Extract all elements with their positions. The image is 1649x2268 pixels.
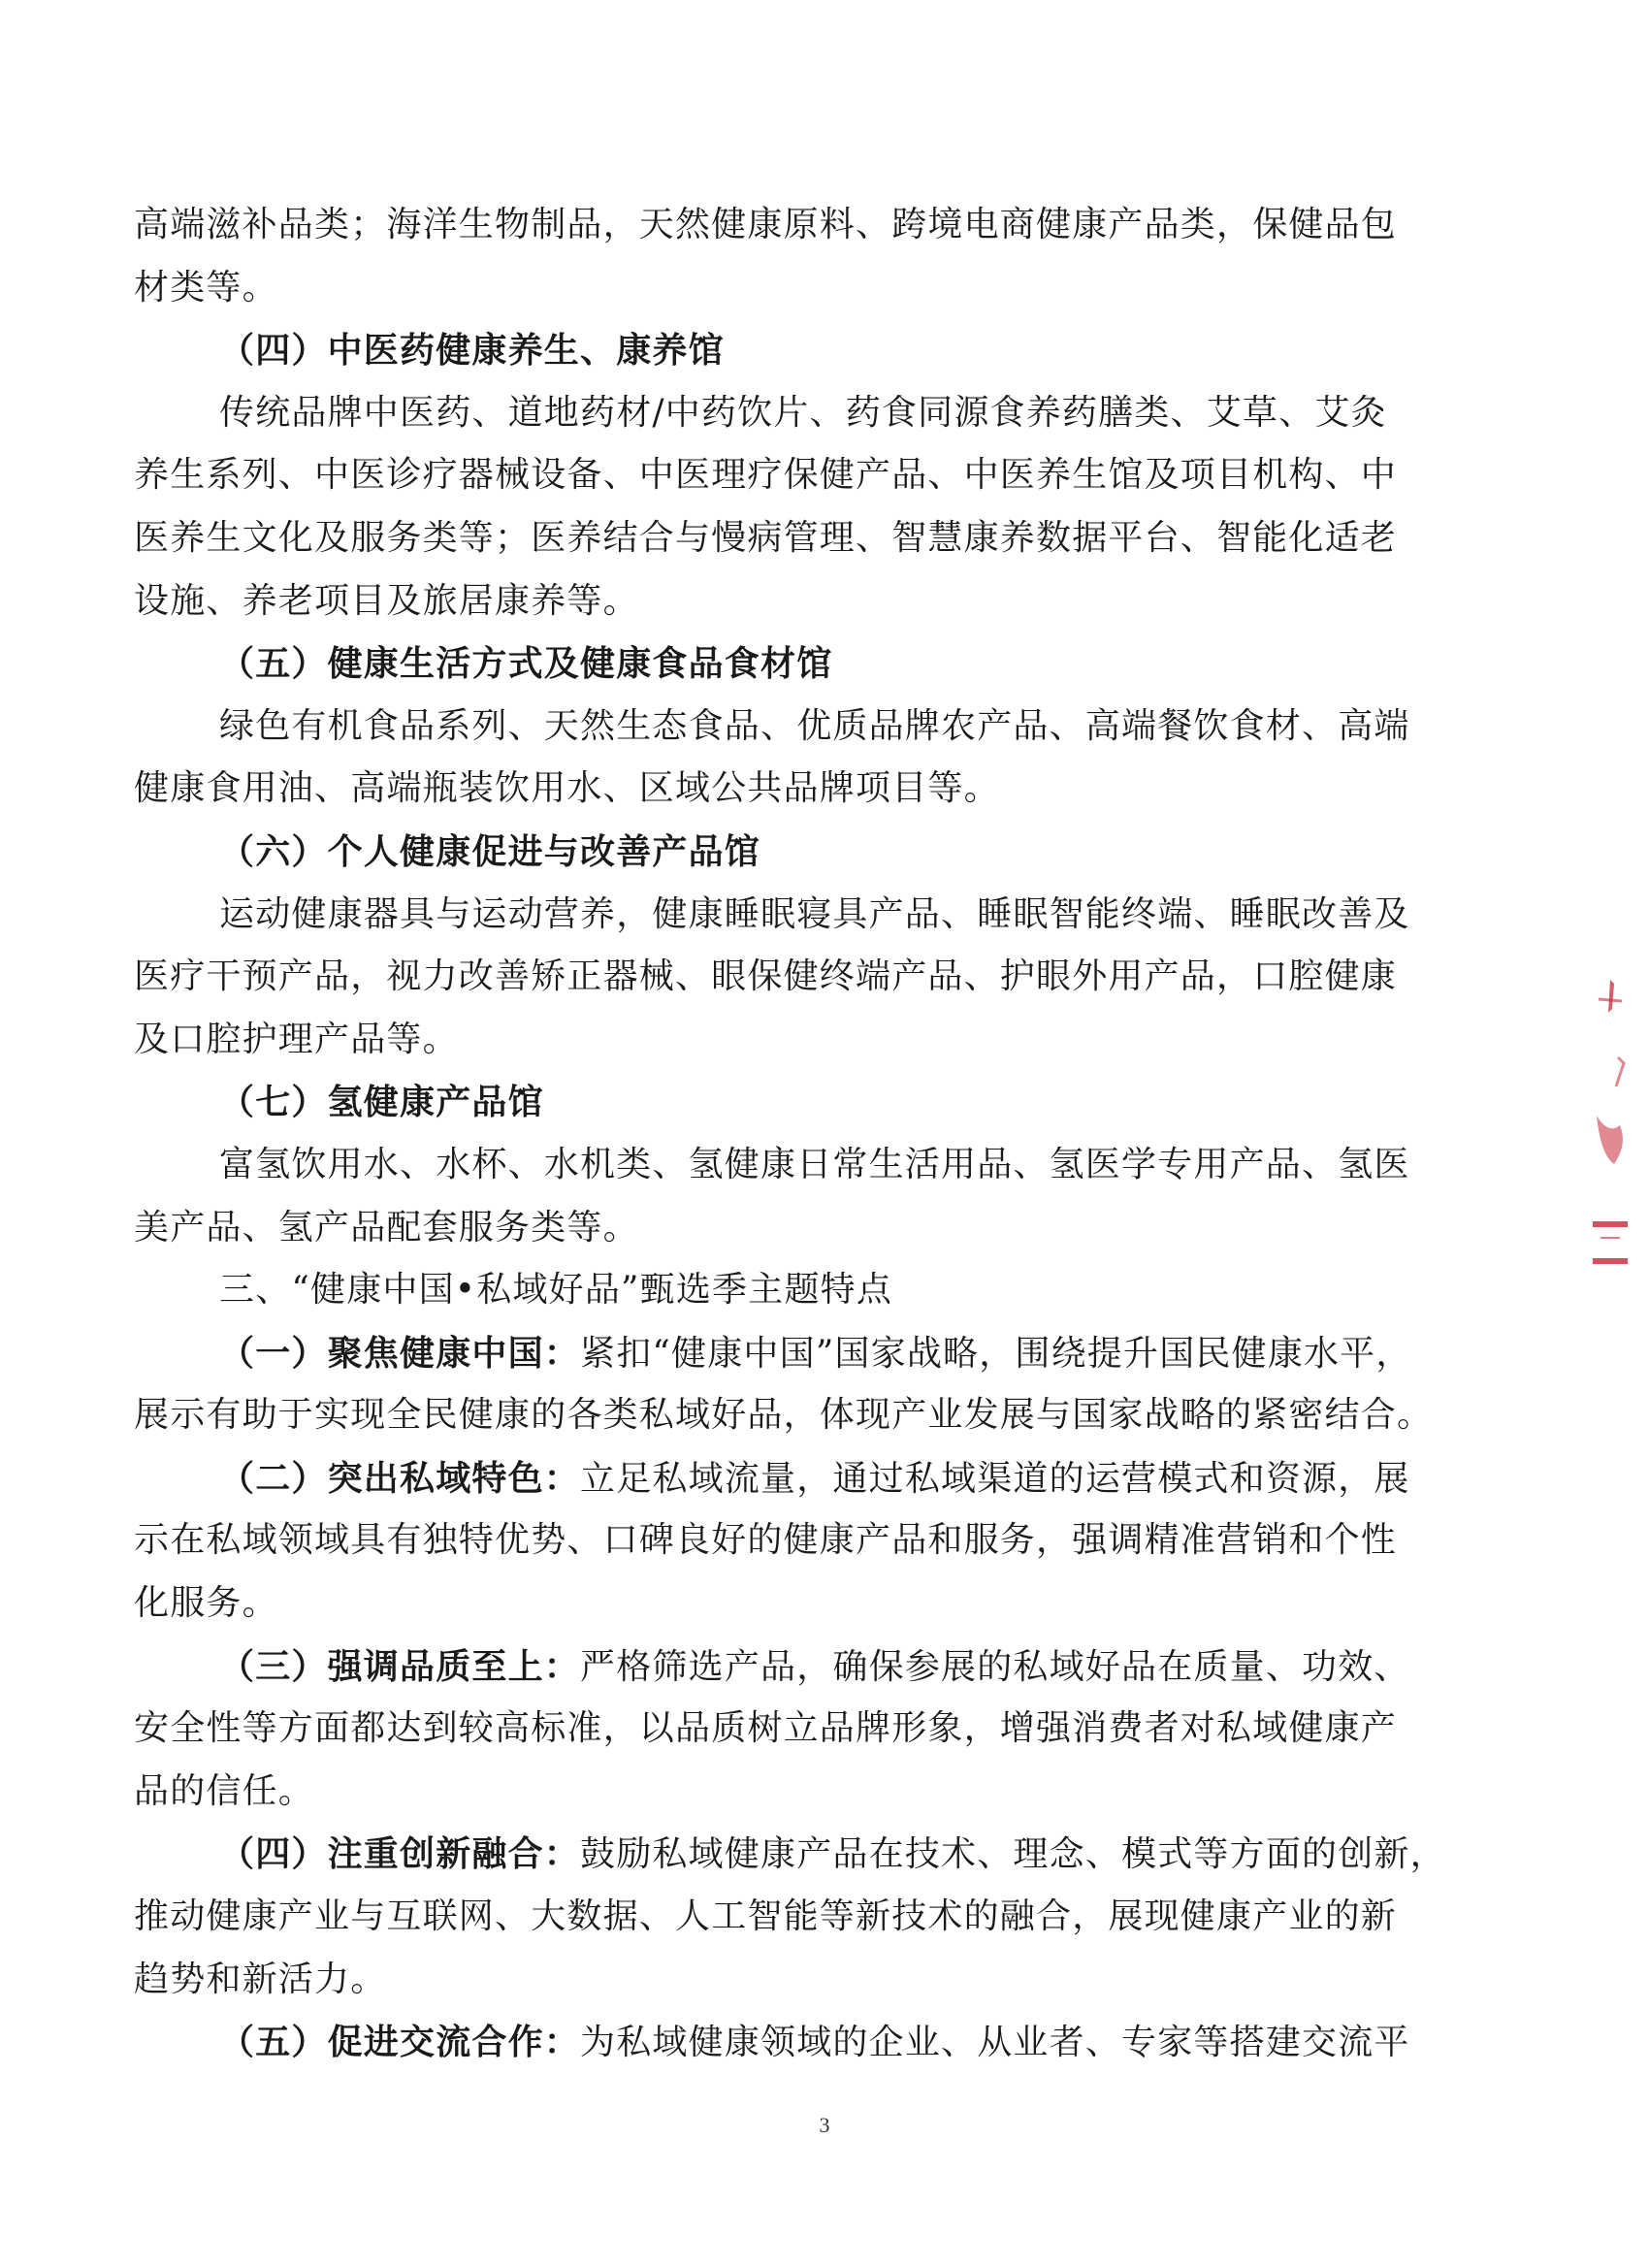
feature-paragraph-start: （三）强调品质至上：严格筛选产品，确保参展的私域好品在质量、功效、 [219,1645,1410,1687]
feature-paragraph-start: （二）突出私域特色：立足私域流量，通过私域渠道的运营模式和资源，展 [219,1457,1410,1499]
body-line: 传统品牌中医药、道地药材/中药饮片、药食同源食养药膳类、艾草、艾灸 [219,392,1387,433]
body-line: 展示有助于实现全民健康的各类私域好品，体现产业发展与国家战略的紧密结合。 [134,1395,1434,1436]
body-line: 推动健康产业与互联网、大数据、人工智能等新技术的融合，展现健康产业的新 [134,1896,1398,1937]
section-heading: （六）个人健康促进与改善产品馆 [219,830,761,872]
body-line: 医疗干预产品，视力改善矫正器械、眼保健终端产品、护眼外用产品，口腔健康 [134,956,1398,997]
seal-fragment-icon [1579,970,1637,1300]
body-line: 趋势和新活力。 [134,1959,387,1999]
section-heading: （五）健康生活方式及健康食品食材馆 [219,643,833,685]
body-line: 医养生文化及服务类等；医养结合与慢病管理、智慧康养数据平台、智能化适老 [134,517,1398,558]
feature-paragraph-start: （一）聚焦健康中国：紧扣“健康中国”国家战略，围绕提升国民健康水平， [219,1332,1412,1374]
body-line: 运动健康器具与运动营养，健康睡眠寝具产品、睡眠智能终端、睡眠改善及 [219,893,1410,934]
section-heading: （四）中医药健康养生、康养馆 [219,330,725,372]
feature-lead: （二）突出私域特色： [219,1457,581,1499]
feature-lead: （四）注重创新融合： [219,1833,581,1875]
document-body [134,194,1463,2074]
feature-lead: （三）强调品质至上： [219,1645,581,1687]
feature-paragraph-start: （四）注重创新融合：鼓励私域健康产品在技术、理念、模式等方面的创新， [219,1833,1446,1875]
body-line: 设施、养老项目及旅居康养等。 [134,580,639,621]
body-line: 示在私域领域具有独特优势、口碑良好的健康产品和服务，强调精准营销和个性 [134,1520,1398,1561]
body-line: 安全性等方面都达到较高标准，以品质树立品牌形象，增强消费者对私域健康产 [134,1708,1398,1749]
body-line: 健康食用油、高端瓶装饮用水、区域公共品牌项目等。 [134,768,1000,809]
body-line: 化服务。 [134,1583,278,1624]
feature-lead: （一）聚焦健康中国： [219,1332,581,1374]
feature-lead: （五）促进交流合作： [219,2022,581,2063]
body-line: 品的信任。 [134,1770,315,1811]
page-number: 3 [819,2113,830,2137]
body-line: 美产品、氢产品配套服务类等。 [134,1207,639,1247]
body-line: 绿色有机食品系列、天然生态食品、优质品牌农产品、高端餐饮食材、高端 [219,705,1410,746]
chapter-heading: 三、“健康中国•私域好品”甄选季主题特点 [219,1270,893,1311]
body-line: 材类等。 [134,267,278,308]
section-heading: （七）氢健康产品馆 [219,1082,544,1123]
feature-paragraph-start: （五）促进交流合作：为私域健康领域的企业、从业者、专家等搭建交流平 [219,2022,1410,2063]
body-line: 及口腔护理产品等。 [134,1019,459,1059]
body-line: 富氢饮用水、水杯、水机类、氢健康日常生活用品、氢医学专用产品、氢医 [219,1144,1410,1184]
body-line: 养生系列、中医诊疗器械设备、中医理疗保健产品、中医养生馆及项目机构、中 [134,455,1398,496]
body-line: 高端滋补品类；海洋生物制品，天然健康原料、跨境电商健康产品类，保健品包 [134,205,1398,244]
